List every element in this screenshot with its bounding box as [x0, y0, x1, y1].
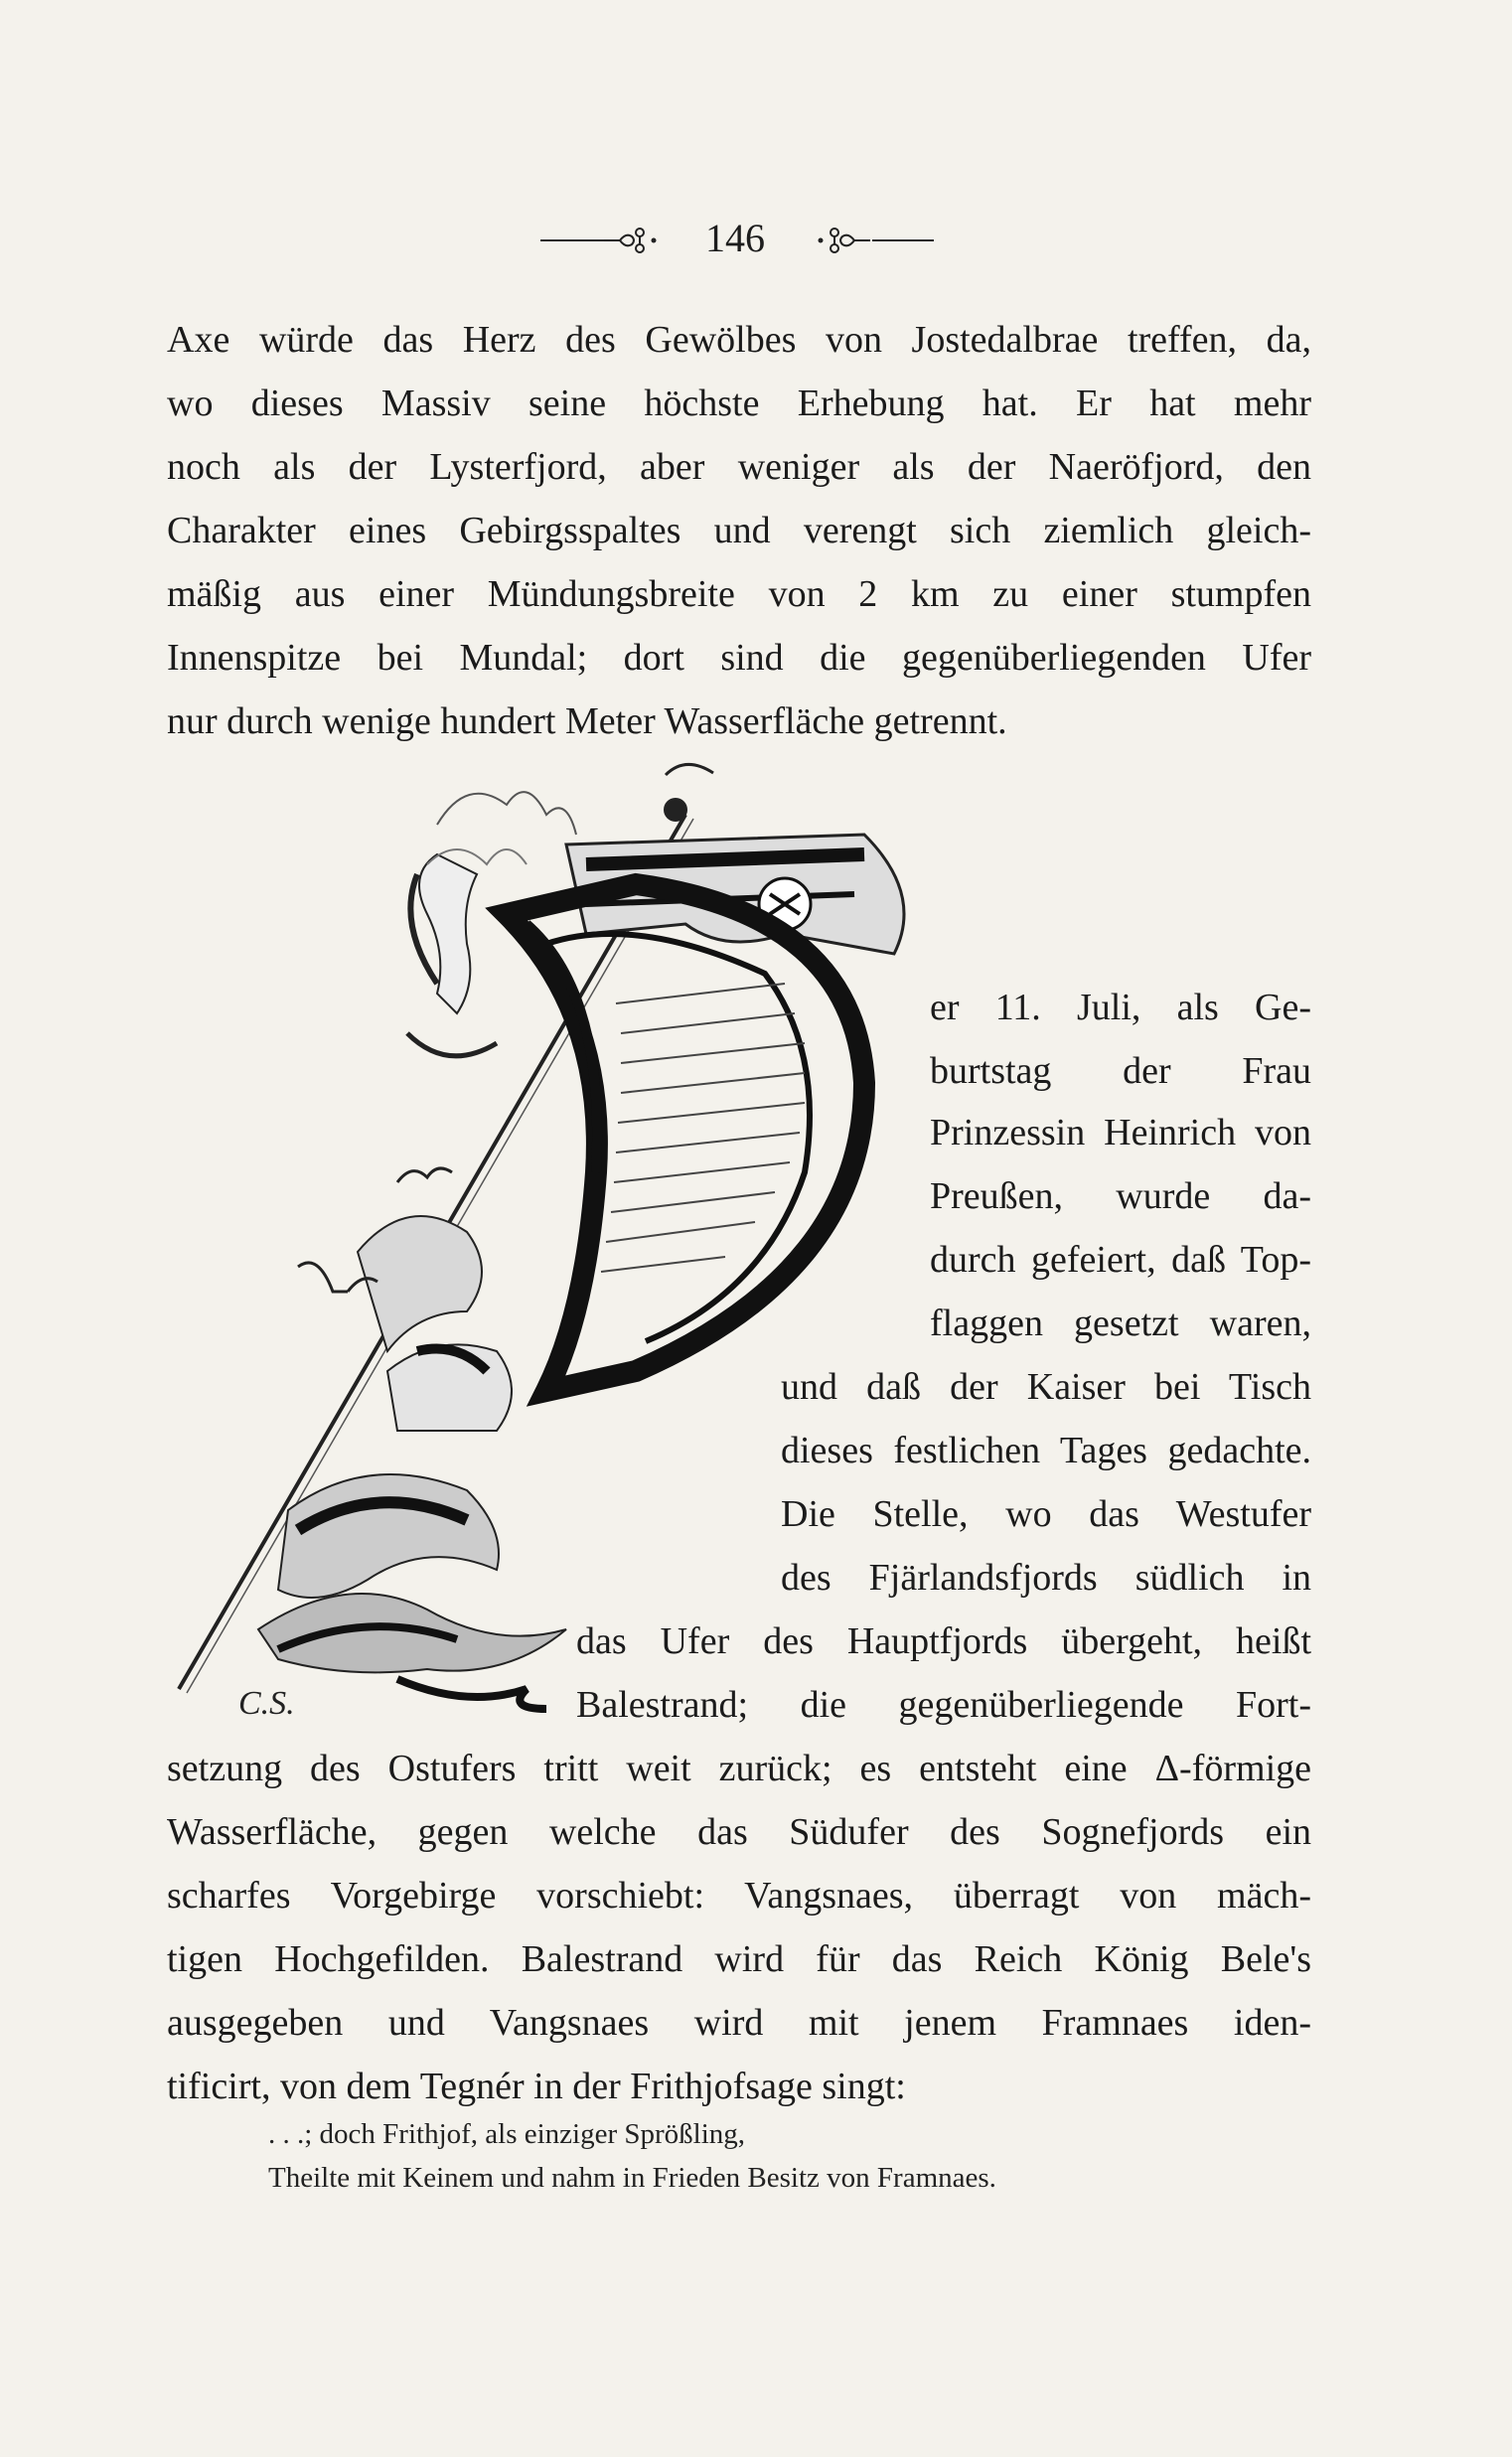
text-line: Balestrand; die gegenüberliegende Fort-: [576, 1684, 1311, 1726]
text-line: Die Stelle, wo das Westufer: [781, 1493, 1311, 1535]
header-rule-left: [540, 239, 604, 241]
illustrator-signature: C.S.: [238, 1685, 295, 1722]
text-line: wo dieses Massiv seine höchste Erhebung hat. Er hat mehr: [167, 383, 1311, 424]
text-line: ausgegeben und Vangsnaes wird mit jenem Framnaes iden-: [167, 2002, 1311, 2044]
text-line: Preußen, wurde da-: [930, 1175, 1311, 1217]
text-line: Charakter eines Gebirgsspaltes und verengt sich ziemlich gleich-: [167, 510, 1311, 551]
verse-line: . . .; doch Frithjof, als einziger Sprößling,: [268, 2118, 746, 2150]
header-rule-right: [872, 239, 934, 241]
text-line: mäßig aus einer Mündungsbreite von 2 km zu einer stumpfen: [167, 573, 1311, 615]
text-line: flaggen gesetzt waren,: [930, 1303, 1311, 1344]
text-line: dieses festlichen Tages gedachte.: [781, 1430, 1311, 1471]
text-line: burtstag der Frau: [930, 1050, 1311, 1092]
text-line: Wasserfläche, gegen welche das Südufer des Sognefjords ein: [167, 1811, 1311, 1853]
header-ornament-right-icon: [813, 223, 874, 258]
text-line: tificirt, von dem Tegnér in der Frithjofsage singt:: [167, 2066, 906, 2107]
text-line: und daß der Kaiser bei Tisch: [781, 1366, 1311, 1408]
header-ornament-left-icon: [600, 223, 662, 258]
text-line: nur durch wenige hundert Meter Wasserfläche getrennt.: [167, 700, 1007, 742]
text-line: das Ufer des Hauptfjords übergeht, heißt: [576, 1620, 1311, 1662]
text-line: durch gefeiert, daß Top-: [930, 1239, 1311, 1281]
text-line: Prinzessin Heinrich von: [930, 1112, 1311, 1153]
text-line: setzung des Ostufers tritt weit zurück; es entsteht eine Δ-förmige: [167, 1748, 1311, 1789]
verse-line: Theilte mit Keinem und nahm in Frieden Besitz von Framnaes.: [268, 2162, 996, 2194]
text-line: tigen Hochgefilden. Balestrand wird für das Reich König Bele's: [167, 1938, 1311, 1980]
text-line: er 11. Juli, als Ge-: [930, 987, 1311, 1028]
text-line: des Fjärlandsfjords südlich in: [781, 1557, 1311, 1599]
text-line: noch als der Lysterfjord, aber weniger als der Naeröfjord, den: [167, 446, 1311, 488]
text-line: scharfes Vorgebirge vorschiebt: Vangsnaes, überragt von mäch-: [167, 1875, 1311, 1917]
text-line: Axe würde das Herz des Gewölbes von Jostedalbrae treffen, da,: [167, 319, 1311, 361]
page-header: [0, 211, 1512, 270]
text-line: Innenspitze bei Mundal; dort sind die gegenüberliegenden Ufer: [167, 637, 1311, 679]
page-number: 146: [705, 216, 765, 260]
